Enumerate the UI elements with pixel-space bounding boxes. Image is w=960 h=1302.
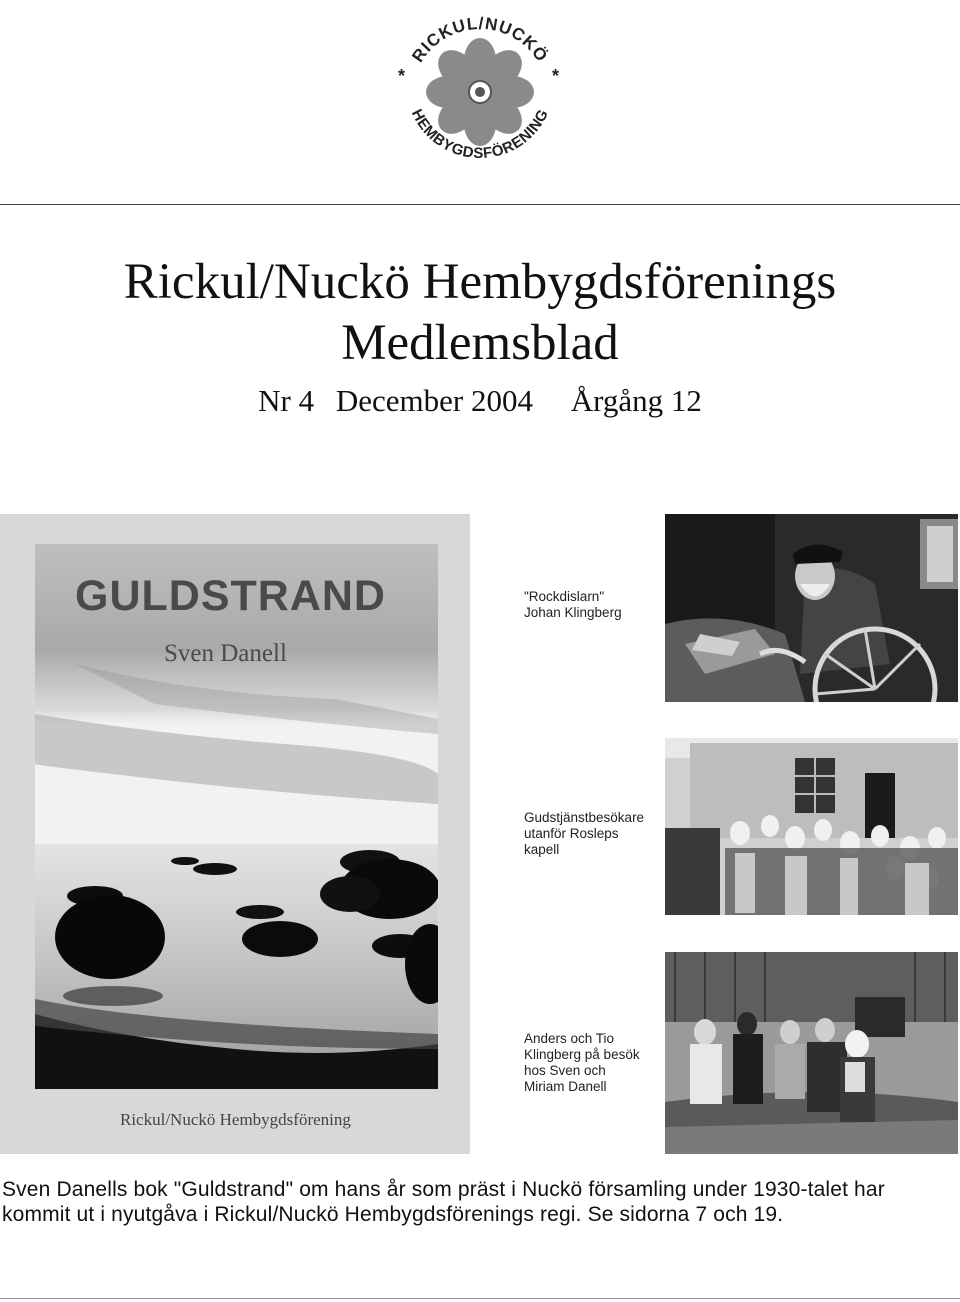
caption-line: Gudstjänstbesökare bbox=[524, 810, 645, 825]
cover-publisher: Rickul/Nuckö Hembygdsförening bbox=[120, 1110, 351, 1129]
description-line: kommit ut i nyutgåva i Rickul/Nuckö Hembygdsförenings regi. Se sidorna 7 och 19. bbox=[2, 1203, 784, 1226]
photo-rockdislarn bbox=[665, 514, 958, 702]
issue-volume: Årgång 12 bbox=[570, 383, 702, 418]
footer-divider bbox=[0, 1298, 960, 1299]
caption-line: utanför Rosleps bbox=[524, 826, 619, 841]
photo-klingberg-visit bbox=[665, 952, 958, 1154]
caption-line: "Rockdislarn" bbox=[524, 589, 605, 604]
society-logo bbox=[390, 2, 570, 182]
newsletter-title: Rickul/Nuckö Hembygdsförenings bbox=[123, 254, 837, 310]
cover-author: Sven Danell bbox=[164, 640, 287, 667]
caption-line: Klingberg på besök bbox=[524, 1047, 640, 1062]
logo-ring-bottom: HEMBYGDSFÖRENING bbox=[407, 106, 553, 163]
issue-info bbox=[0, 383, 960, 419]
caption-line: Johan Klingberg bbox=[524, 605, 622, 620]
issue-date: December 2004 bbox=[335, 383, 533, 418]
photo-roslep-chapel bbox=[665, 738, 958, 915]
description-line: Sven Danells bok "Guldstrand" om hans år som präst i Nuckö församling under 1930-talet har bbox=[2, 1178, 885, 1201]
caption-line: Anders och Tio bbox=[524, 1031, 615, 1046]
cover-seascape-image bbox=[35, 544, 438, 1089]
cover-title: GULDSTRAND bbox=[75, 572, 386, 620]
photo-caption-1 bbox=[524, 589, 664, 621]
logo-star-right: * bbox=[552, 66, 560, 86]
caption-line: kapell bbox=[524, 842, 560, 857]
header-divider bbox=[0, 204, 960, 205]
caption-line: hos Sven och bbox=[524, 1063, 606, 1078]
newsletter-subtitle: Medlemsblad bbox=[341, 315, 619, 371]
book-description bbox=[2, 1177, 960, 1227]
logo-star-left: * bbox=[398, 66, 406, 86]
photo-caption-2 bbox=[524, 810, 664, 858]
logo-ring-top: RICKUL/NUCKÖ bbox=[408, 13, 552, 66]
photo-caption-3 bbox=[524, 1031, 664, 1095]
flower-icon bbox=[426, 38, 534, 146]
caption-line: Miriam Danell bbox=[524, 1079, 607, 1094]
issue-number: Nr 4 bbox=[258, 383, 315, 418]
